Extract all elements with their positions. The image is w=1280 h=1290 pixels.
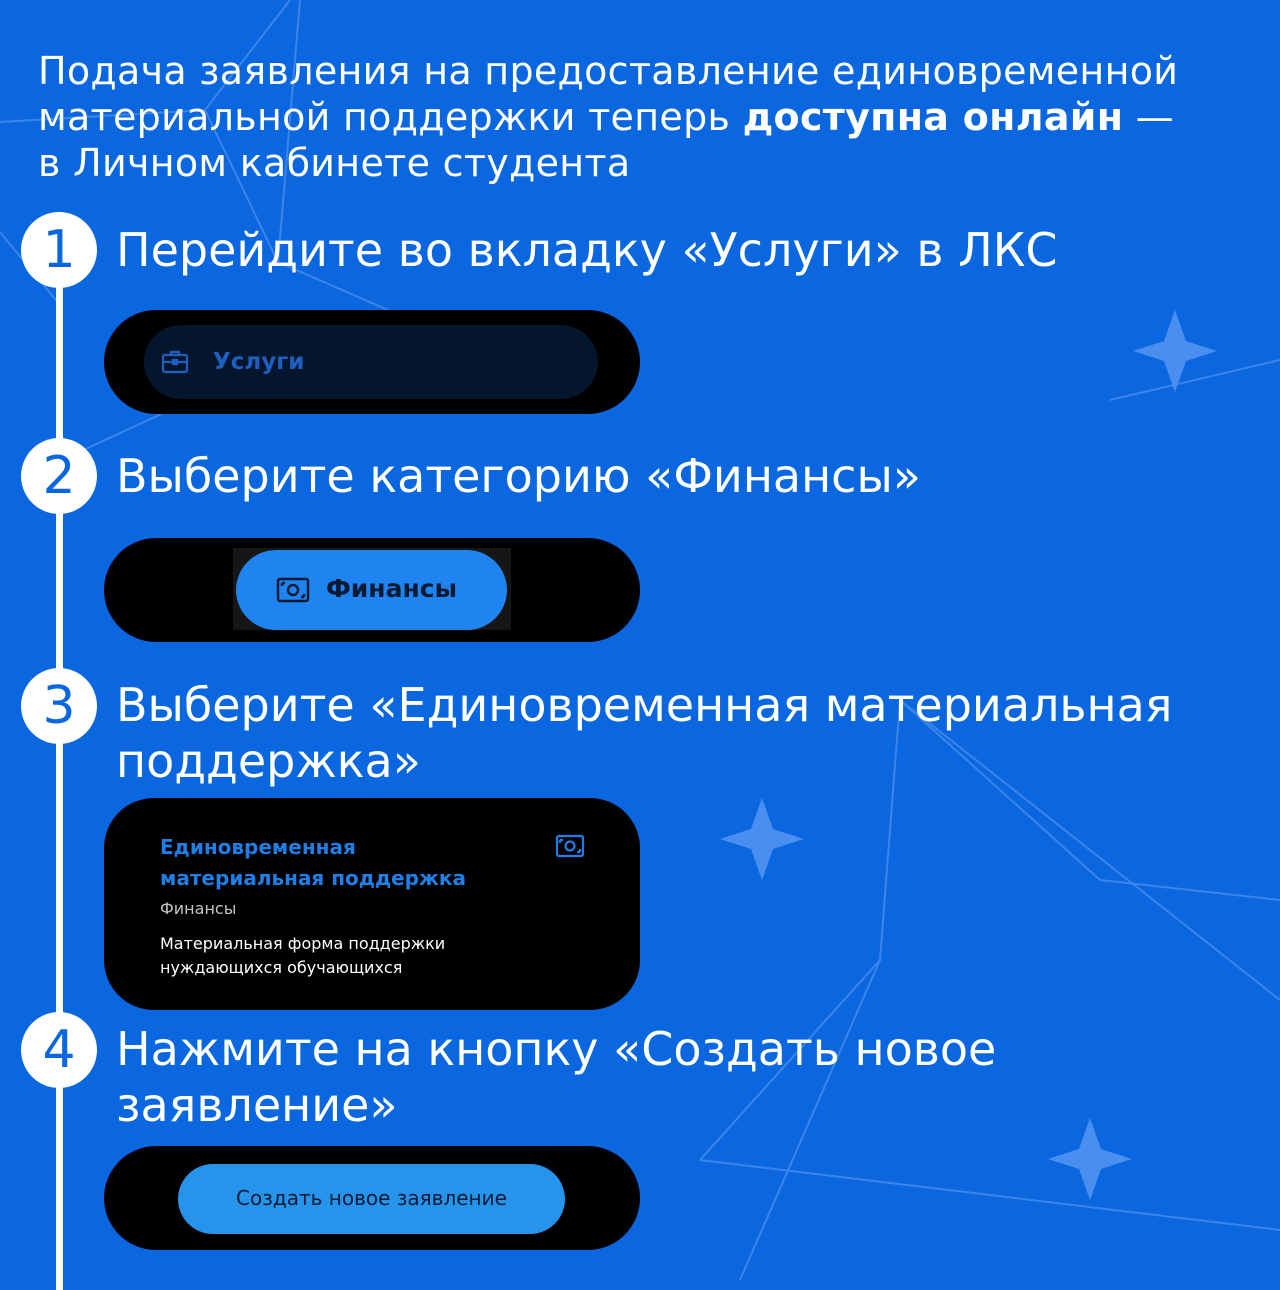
banknote-icon [276, 576, 310, 604]
create-application-button[interactable] [178, 1164, 565, 1234]
step-4-title [116, 1021, 1266, 1133]
step-1-title: Перейдите во вкладку «Услуги» в ЛКС [116, 223, 1058, 277]
service-card-category: Финансы [160, 899, 237, 918]
step-4-number: 4 [21, 1012, 97, 1088]
step-1-number: 1 [21, 212, 97, 288]
intro-line-3: в Личном кабинете студента [38, 141, 631, 185]
step-4-title-line-1: Нажмите на кнопку «Создать новое [116, 1022, 997, 1076]
intro-line-2-bold: доступна онлайн [742, 95, 1124, 139]
step-3-title [116, 677, 1266, 789]
service-card[interactable] [104, 798, 640, 1010]
service-card-title [160, 832, 520, 894]
create-application-button-label: Создать новое заявление [236, 1186, 507, 1210]
step-2-panel [104, 538, 640, 642]
intro-line-2 [38, 94, 1258, 140]
service-card-description [160, 932, 520, 980]
intro-line-2-pre: материальной поддержки теперь [38, 95, 743, 139]
finance-button[interactable] [236, 550, 507, 630]
step-1-panel [104, 310, 640, 414]
step-4-title-line-2: заявление» [116, 1078, 398, 1132]
step-2-number: 2 [21, 438, 97, 514]
step-4-panel [104, 1146, 640, 1250]
finance-button-label: Финансы [326, 574, 458, 603]
service-card-desc-line-1: Материальная форма поддержки [160, 934, 446, 953]
star-icon [1133, 310, 1217, 392]
banknote-icon [555, 834, 585, 858]
intro-line-2-post: — [1123, 95, 1174, 139]
star-icon [720, 798, 804, 880]
service-card-title-line-2: материальная поддержка [160, 866, 466, 890]
services-tab[interactable] [144, 325, 598, 399]
services-tab-label: Услуги [213, 349, 305, 375]
step-3-number: 3 [21, 668, 97, 744]
timeline-line [56, 250, 63, 1290]
step-3-title-line-1: Выберите «Единовременная материальная [116, 678, 1173, 732]
service-card-desc-line-2: нуждающихся обучающихся [160, 958, 403, 977]
step-2-title: Выберите категорию «Финансы» [116, 449, 921, 503]
service-card-title-line-1: Единовременная [160, 835, 356, 859]
briefcase-icon [160, 347, 190, 377]
step-3-title-line-2: поддержка» [116, 734, 421, 788]
intro-line-1: Подача заявления на предоставление единовременной [38, 49, 1179, 93]
intro-text [38, 48, 1258, 186]
